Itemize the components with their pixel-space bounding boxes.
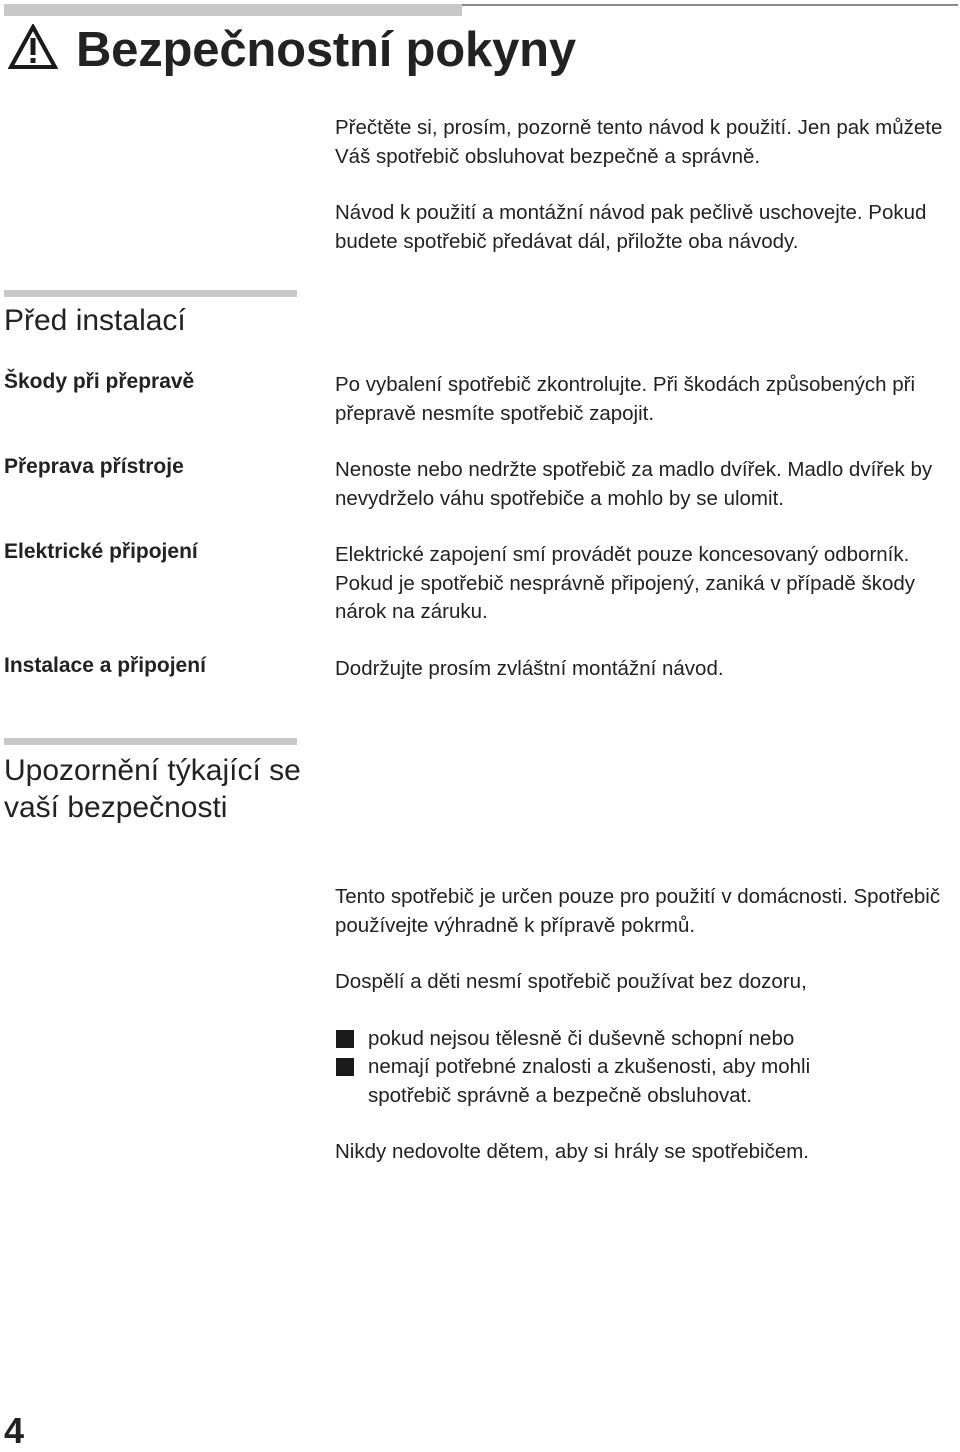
safety-paragraph-2: Dospělí a děti nesmí spotřebič používat bez dozoru, [335,970,807,993]
header-bar [4,4,462,16]
bullet-item: pokud nejsou tělesně či duševně schopní nebo [368,1027,795,1050]
bullet-square-icon [336,1058,354,1076]
text-installation: Dodržujte prosím zvláštní montážní návod. [335,657,724,680]
section-rule-before-install [4,290,297,297]
safety-paragraph-1: Tento spotřebič je určen pouze pro použití v domácnosti. Spotřebič používejte výhradně k přípravě pokrmů. [335,885,941,937]
intro-paragraph-1: Přečtěte si, prosím, pozorně tento návod k použití. Jen pak můžete Váš spotřebič obsluhovat bezpečně a správně. [335,116,943,168]
section-rule-safety [4,738,297,745]
warning-icon [8,24,58,70]
side-label-transport-damage: Škody při přepravě [4,370,195,393]
section-title-safety: Upozornění týkající se vaší bezpečnosti [4,754,301,824]
side-label-appliance-transport: Přeprava přístroje [4,455,184,478]
text-appliance-transport: Nenoste nebo nedržte spotřebič za madlo dvířek. Madlo dvířek by nevydrželo váhu spotřebiče a mohlo by se ulomit. [335,458,933,510]
bullet-item: nemají potřebné znalosti a zkušenosti, aby mohli spotřebič správně a bezpečně obsluhovat. [368,1055,811,1107]
text-transport-damage: Po vybalení spotřebič zkontrolujte. Při škodách způsobených při přepravě nesmíte spotřebič zapojit. [335,373,916,425]
page-number: 4 [4,1410,25,1451]
page-title: Bezpečnostní pokyny [76,23,576,77]
side-label-installation: Instalace a připojení [4,654,206,677]
header-rule [462,4,958,6]
intro-paragraph-2: Návod k použití a montážní návod pak pečlivě uschovejte. Pokud budete spotřebič předávat dál, přiložte oba návody. [335,201,927,253]
text-electrical-connection: Elektrické zapojení smí provádět pouze koncesovaný odborník. Pokud je spotřebič nesprávně připojený, zaniká v případě škody nárok na záruku. [335,543,916,623]
side-label-electrical-connection: Elektrické připojení [4,540,198,563]
bullet-square-icon [336,1030,354,1048]
section-title-before-install: Před instalací [4,304,186,337]
safety-paragraph-3: Nikdy nedovolte dětem, aby si hrály se spotřebičem. [335,1140,810,1163]
